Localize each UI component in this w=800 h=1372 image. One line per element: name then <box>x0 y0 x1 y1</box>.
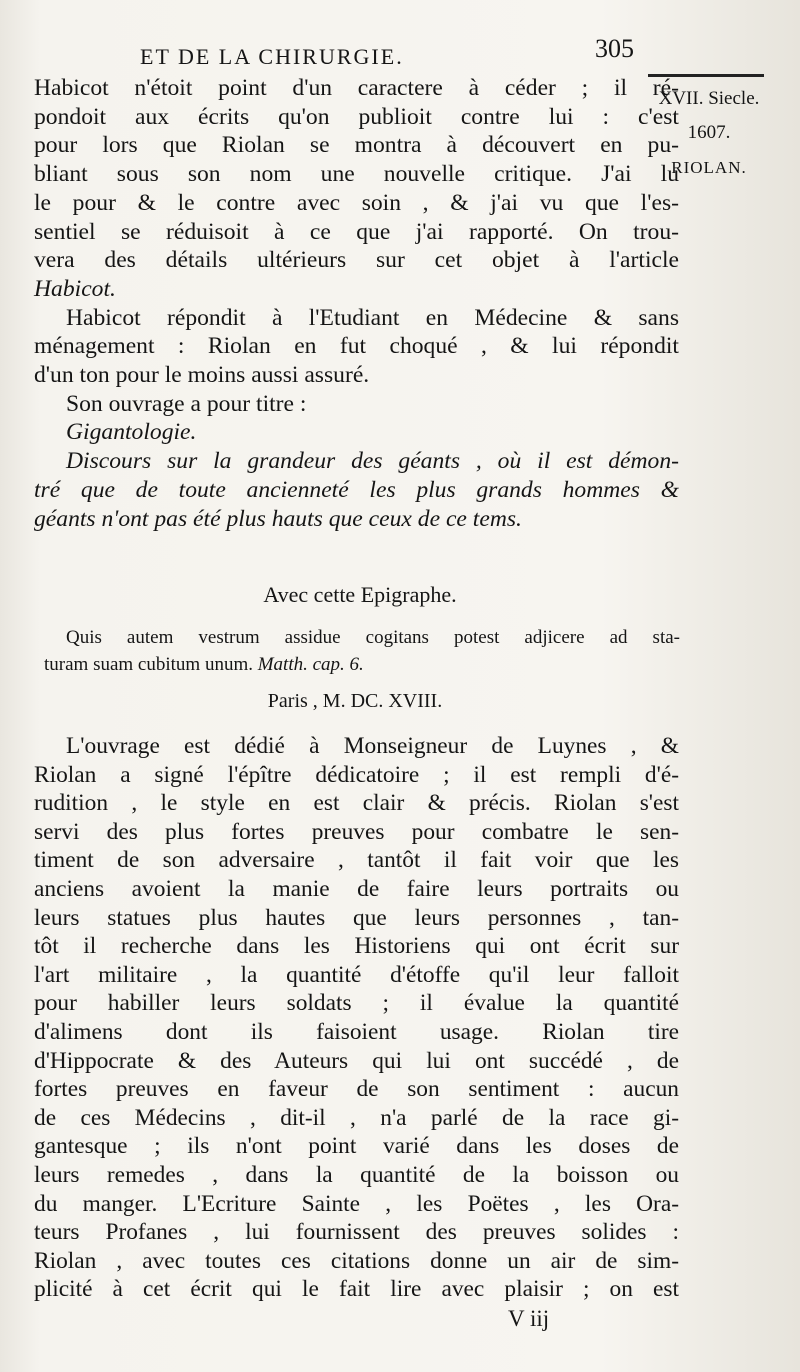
page-number: 305 <box>595 34 634 63</box>
margin-year: 1607. <box>687 122 731 143</box>
text-line: fortes preuves en faveur de son sentiment : aucun <box>34 1076 679 1103</box>
epigraph-line: Quis autem vestrum assidue cogitans potest adjicere ad sta- <box>66 627 680 648</box>
book-title: Gigantologie. <box>66 419 197 446</box>
text-line: d'Hippocrate & des Auteurs qui lui ont succédé , de <box>34 1047 679 1074</box>
text-line: ménagement : Riolan en fut choqué , & lui répondit <box>34 333 679 360</box>
page-header <box>140 34 660 74</box>
text-line: le pour & le contre avec soin , & j'ai vu que l'es- <box>34 189 679 216</box>
text-line: pour habiller leurs soldats ; il évalue la quantité <box>34 990 679 1017</box>
text-line: l'art militaire , la quantité d'étoffe qu'il leur falloit <box>34 961 679 988</box>
epigraph-reference: Matth. cap. 6. <box>257 654 364 675</box>
margin-century: XVII. Siecle. <box>658 88 760 109</box>
text-line: anciens avoient la manie de faire leurs portraits ou <box>34 875 679 902</box>
text-line: servi des plus fortes preuves pour combatre le sen- <box>34 818 679 845</box>
imprint: Paris , M. DC. XVIII. <box>267 690 443 712</box>
text-line: d'alimens dont ils faisoient usage. Riolan tire <box>34 1018 679 1045</box>
epigraph-line: turam suam cubitum unum. Matth. cap. 6. <box>44 654 364 675</box>
margin-name: RIOLAN. <box>671 158 747 177</box>
text-line: du manger. L'Ecriture Sainte , les Poëtes , les Ora- <box>34 1190 679 1217</box>
running-head: ET DE LA CHIRURGIE. <box>140 44 404 69</box>
text-line: d'un ton pour le moins aussi assuré. <box>34 362 370 389</box>
signature-mark: V iij <box>508 1306 550 1331</box>
text-line: Riolan , avec toutes ces citations donne un air de sim- <box>34 1247 679 1274</box>
epigraph-heading: Avec cette Epigraphe. <box>263 582 457 607</box>
text-line: Riolan a signé l'épître dédicatoire ; il est rempli d'é- <box>34 761 679 788</box>
text-line: sentiel se réduisoit à ce que j'ai rapporté. On trou- <box>34 218 679 245</box>
subtitle-line: Discours sur la grandeur des géants , où il est démon- <box>66 448 679 475</box>
text-line: Habicot. <box>34 275 116 302</box>
text-line: pondoit aux écrits qu'on publioit contre lui : c'est <box>34 103 679 130</box>
text-line: leurs statues plus hautes que leurs personnes , tan- <box>34 904 679 931</box>
text-line: vera des détails ultérieurs sur cet objet à l'article <box>34 247 679 274</box>
text-line: Habicot n'étoit point d'un caractere à céder ; il ré- <box>34 75 679 101</box>
text-line: pour lors que Riolan se montra à découvert en pu- <box>34 132 679 159</box>
paragraph-1 <box>34 74 679 533</box>
text-line: teurs Profanes , lui fournissent des preuves solides : <box>34 1219 679 1246</box>
text-line: gantesque ; ils n'ont point varié dans les doses de <box>34 1133 679 1160</box>
subtitle-line: géants n'ont pas été plus hauts que ceux de ce tems. <box>34 505 522 532</box>
text-line: tôt il recherche dans les Historiens qui ont écrit sur <box>34 933 679 960</box>
subtitle-line: tré que de toute ancienneté les plus grands hommes & <box>34 476 679 503</box>
text-line: L'ouvrage est dédié à Monseigneur de Luynes , & <box>66 733 679 759</box>
text-line: bliant sous son nom une nouvelle critique. J'ai lu <box>34 161 679 188</box>
text-line: timent de son adversaire , tantôt il fait voir que les <box>34 847 679 874</box>
title-intro: Son ouvrage a pour titre : <box>66 390 307 417</box>
paragraph-3 <box>34 732 679 1304</box>
text-line: de ces Médecins , dit-il , n'a parlé de la race gi- <box>34 1104 679 1131</box>
epigraph <box>44 624 680 678</box>
text-line: rudition , le style en est clair & précis. Riolan s'est <box>34 790 679 817</box>
text-line: plicité à cet écrit qui le fait lire avec plaisir ; on est <box>34 1276 679 1303</box>
text-line: leurs remedes , dans la quantité de la boisson ou <box>34 1161 679 1188</box>
text-line: Habicot répondit à l'Etudiant en Médecine & sans <box>66 304 679 331</box>
